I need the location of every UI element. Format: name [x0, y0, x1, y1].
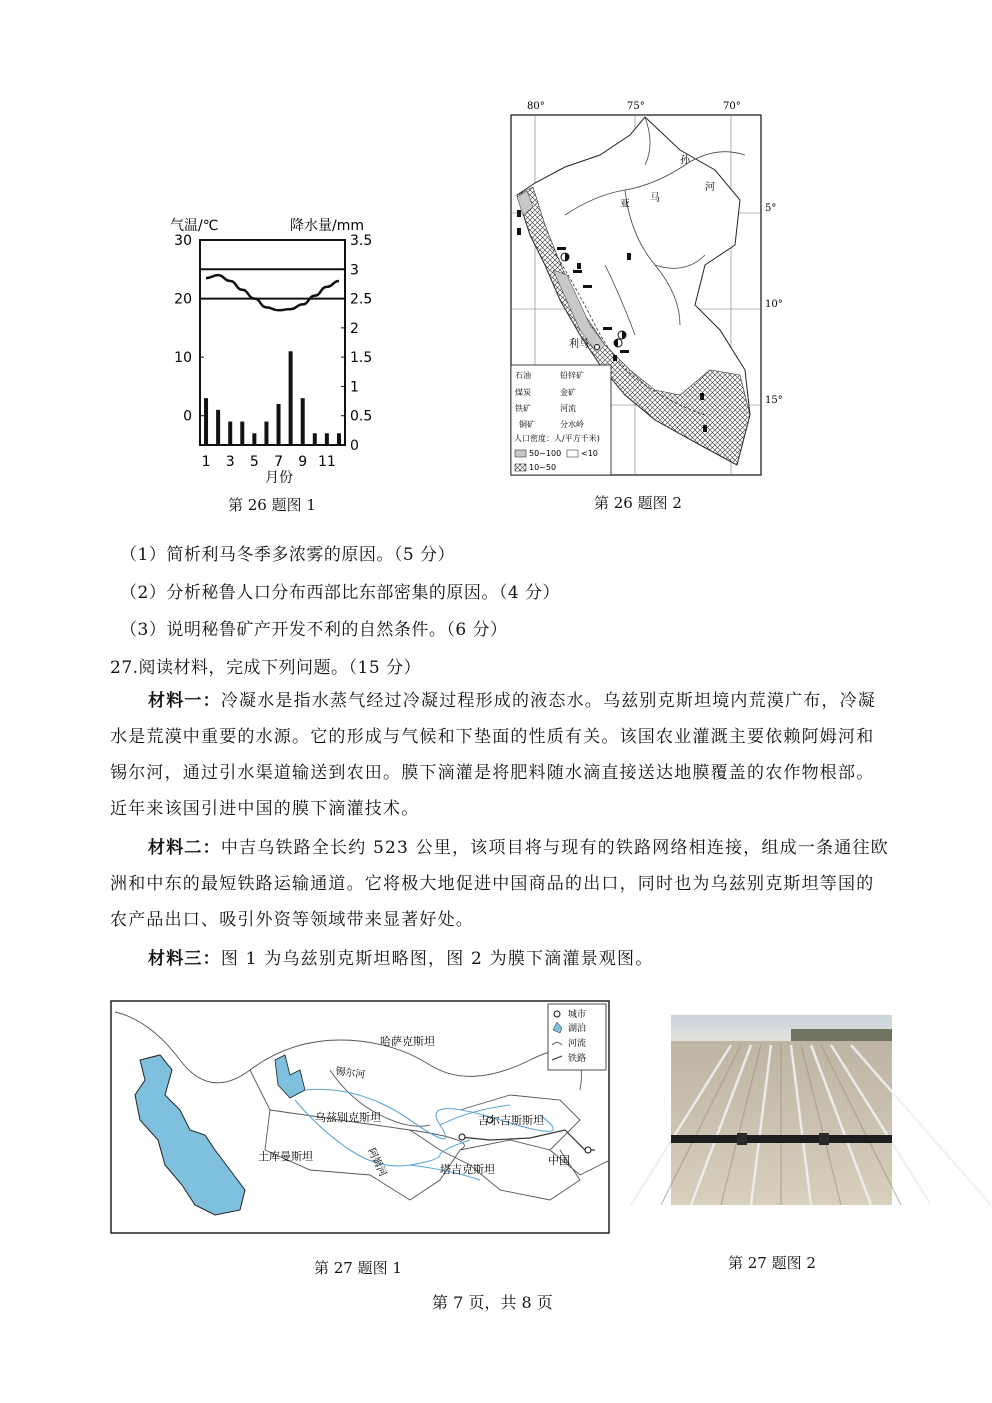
precip-bar: [264, 422, 268, 445]
lat-5: 5°: [765, 203, 777, 214]
precip-bar: [277, 404, 281, 445]
x-tick-label: 11: [317, 454, 336, 470]
fig27-2-caption: 第 27 题图 2: [728, 1254, 816, 1272]
question-27-title: 27.阅读材料，完成下列问题。（15 分）: [110, 658, 422, 678]
legend-coal: 煤炭: [515, 388, 531, 397]
legend-swatch-d3: [515, 464, 526, 471]
legend-rail: 铁路: [568, 1054, 587, 1064]
lat-10: 10°: [765, 299, 783, 310]
right-tick-label: 2.5: [350, 291, 373, 308]
material-3-body: 图 1 为乌兹别克斯坦略图，图 2 为膜下滴灌景观图。: [220, 949, 654, 969]
plot-border: [200, 240, 345, 445]
precip-bar: [252, 433, 256, 445]
left-axis-label: 气温/℃: [170, 218, 219, 234]
label-syr-river: 锡尔河: [334, 1066, 366, 1082]
material-1: [110, 683, 890, 827]
precip-bar: [216, 410, 220, 445]
x-axis-label: 月份: [265, 470, 293, 486]
uzbekistan-map: [110, 1000, 610, 1235]
label-kazakhstan: 哈萨克斯坦: [380, 1035, 435, 1048]
right-axis-label: 降水量/mm: [290, 218, 364, 234]
legend-iron: 铁矿: [515, 404, 531, 413]
right-tick-label: 0.5: [350, 408, 373, 425]
x-tick-label: 7: [274, 454, 284, 470]
right-tick-label: 0: [350, 438, 359, 454]
amazon-label-2: 马: [650, 193, 660, 204]
legend-d2: <10: [581, 449, 598, 458]
drip-irrigation-photo: [671, 1015, 892, 1205]
fig26-1-caption: 第 26 题图 1: [228, 496, 316, 514]
left-tick-label: 30: [174, 233, 192, 249]
right-tick-label: 1: [350, 379, 359, 396]
chart-frame: [200, 240, 345, 445]
material-3-lead: 材料三：: [148, 949, 221, 969]
peru-map-legend: [511, 365, 611, 475]
left-tick-label: 10: [174, 350, 192, 367]
material-2-body: 中吉乌铁路全长约 523 公里，该项目将与现有的铁路网络相连接，组成一条通往欧洲和中东的最短铁路运输通道。它将极大地促进中国商品的出口，同时也为乌兹别克斯坦等国的农产品出口、吸引外资等领域带来显著好处。: [110, 838, 889, 930]
fig27-1-caption: 第 27 题图 1: [314, 1259, 402, 1277]
material-2-lead: 材料二：: [148, 838, 221, 858]
lon-80: 80°: [527, 101, 545, 112]
page-number: 第 7 页，共 8 页: [432, 1293, 553, 1312]
right-tick-label: 3: [350, 262, 359, 279]
x-tick-label: 3: [225, 454, 235, 470]
legend-river: 河流: [560, 404, 576, 413]
label-uzbekistan: 乌兹别克斯坦: [315, 1111, 381, 1124]
temperature-curve: [206, 275, 339, 310]
x-tick-label: 1: [201, 454, 211, 470]
right-tick-label: 1.5: [350, 350, 373, 367]
legend-river: 河流: [568, 1039, 587, 1049]
legend-lead-zinc: 铅锌矿: [560, 371, 584, 380]
material-2: [110, 830, 890, 938]
legend-city: 城市: [568, 1010, 587, 1020]
lima-label: 利马: [569, 339, 589, 350]
legend-gold: 金矿: [560, 388, 576, 397]
precip-bars: [204, 351, 341, 445]
legend-swatch-d1: [515, 450, 526, 457]
city-tashkent: [459, 1134, 465, 1140]
precip-bar: [289, 351, 293, 445]
question-26-2: （2）分析秘鲁人口分布西部比东部密集的原因。（4 分）: [120, 583, 561, 603]
uzb-legend: [548, 1004, 606, 1070]
climate-chart: [165, 210, 395, 490]
amazon-label-1: 亚: [620, 199, 630, 210]
label-turkmenistan: 土库曼斯坦: [258, 1150, 313, 1163]
lat-15: 15°: [765, 395, 783, 406]
legend-oil: 石油: [515, 371, 531, 380]
precip-bar: [240, 422, 244, 445]
peru-map: [505, 95, 783, 480]
legend-divide: 分水岭: [560, 420, 584, 429]
right-tick-label: 2: [350, 320, 359, 337]
lon-75: 75°: [627, 101, 645, 112]
legend-lake: 湖泊: [568, 1024, 587, 1034]
temperature-line: [206, 275, 339, 310]
right-tick-label: 3.5: [350, 233, 373, 249]
precip-bar: [337, 433, 341, 445]
precip-bar: [228, 422, 232, 445]
material-1-body: 冷凝水是指水蒸气经过冷凝过程形成的液态水。乌兹别克斯坦境内荒漠广布，冷凝水是荒漠中重要的水源。它的形成与气候和下垫面的性质有关。该国农业灌溉主要依赖阿姆河和锡尔河，通过引水渠道输送到农田。膜下滴灌是将肥料随水滴直接送达地膜覆盖的农作物根部。近年来该国引进中国的膜下滴灌技术。: [110, 691, 877, 819]
label-tajikistan: 塔吉克斯坦: [440, 1163, 495, 1176]
river-label-2: 河: [705, 182, 715, 193]
left-tick-label: 0: [183, 408, 192, 425]
precip-bar: [325, 433, 329, 445]
material-3: [110, 941, 890, 977]
legend-swatch-d2: [567, 450, 578, 457]
material-1-lead: 材料一：: [148, 691, 221, 711]
river-label-1: 孙: [680, 155, 690, 166]
left-tick-label: 20: [174, 291, 192, 308]
legend-density-title: 人口密度：人/平方千米): [514, 434, 600, 443]
x-tick-label: 9: [298, 454, 308, 470]
label-amu-river: 阿姆河: [365, 1146, 388, 1179]
legend-copper: 铜矿: [519, 420, 535, 429]
precip-bar: [313, 433, 317, 445]
question-26-3: （3）说明秘鲁矿产开发不利的自然条件。（6 分）: [120, 620, 508, 640]
x-tick-label: 5: [249, 454, 259, 470]
question-26-1: （1）简析利马冬季多浓雾的原因。（5 分）: [120, 545, 456, 565]
city-kashgar: [585, 1147, 591, 1153]
fig26-2-caption: 第 26 题图 2: [594, 494, 682, 512]
legend-d1: 50~100: [529, 449, 562, 458]
label-china: 中国: [548, 1154, 570, 1167]
legend-d3: 10~50: [529, 463, 557, 472]
label-kyrgyzstan: 吉尔吉斯斯坦: [478, 1114, 544, 1127]
precip-bar: [301, 398, 305, 445]
lima-dot: [595, 345, 600, 350]
lon-70: 70°: [723, 101, 741, 112]
precip-bar: [204, 398, 208, 445]
